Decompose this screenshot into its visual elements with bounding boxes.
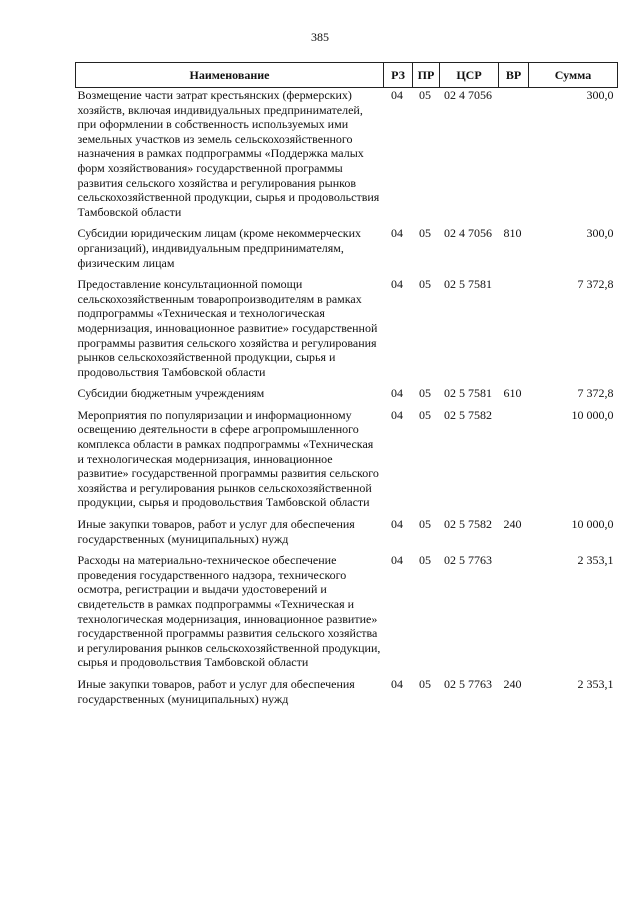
row-sum: 7 372,8 xyxy=(577,386,614,401)
header-pr: ПР xyxy=(413,63,440,88)
row-pr: 05 xyxy=(419,553,431,568)
table-row xyxy=(76,226,618,277)
row-sum: 2 353,1 xyxy=(577,553,614,568)
row-name: Мероприятия по популяризации и информационному освещению деятельности в сфере агропромышленного комплекса области в рамках подпрограммы «Техническая и технологическая модернизация, инновационное развитие» государственной программы развития сельского хозяйства и регулирования рынков сельскохозяйственной продукции, сырья и продовольствия Тамбовской области xyxy=(77,407,379,510)
row-pr: 05 xyxy=(419,88,431,102)
table-header-row xyxy=(76,63,618,88)
row-rz: 04 xyxy=(391,226,403,241)
row-rz: 04 xyxy=(391,553,403,568)
row-name: Иные закупки товаров, работ и услуг для обеспечения государственных (муниципальных) нужд xyxy=(77,676,355,706)
row-csr: 02 4 7056 xyxy=(444,88,492,102)
row-rz: 04 xyxy=(391,386,403,401)
row-rz: 04 xyxy=(391,407,403,422)
table-row xyxy=(76,553,618,677)
row-pr: 05 xyxy=(419,676,431,691)
row-vr xyxy=(499,408,529,517)
row-pr: 05 xyxy=(419,277,431,292)
table-row xyxy=(76,677,618,713)
row-name: Субсидии юридическим лицам (кроме некоммерческих организаций), индивидуальным предпринимателям, физическим лицам xyxy=(77,226,362,270)
row-rz: 04 xyxy=(391,517,403,532)
row-vr xyxy=(499,88,529,227)
row-vr: 240 xyxy=(503,676,522,691)
row-rz: 04 xyxy=(391,676,403,691)
table-row xyxy=(76,386,618,408)
table-row xyxy=(76,88,618,227)
header-sum: Сумма xyxy=(529,63,618,88)
row-pr: 05 xyxy=(419,386,431,401)
row-sum: 300,0 xyxy=(586,88,614,102)
row-vr: 610 xyxy=(503,386,522,401)
row-pr: 05 xyxy=(419,517,431,532)
row-name: Субсидии бюджетным учреждениям xyxy=(77,386,265,401)
row-csr: 02 5 7581 xyxy=(444,386,492,401)
row-vr xyxy=(499,277,529,386)
row-csr: 02 5 7763 xyxy=(444,676,492,691)
row-csr: 02 5 7582 xyxy=(444,407,492,422)
table-row xyxy=(76,408,618,517)
table-row xyxy=(76,277,618,386)
row-name: Расходы на материально-техническое обеспечение проведения государственного надзора, технического осмотра, регистрации и выдачи удостоверений и свидетельств в рамках подпрограммы «Техническая и технологическая модернизация, инновационное развитие» государственной программы развития сельского хозяйства и регулирования рынков сельскохозяйственной продукции, сырья и продовольствия Тамбовской области xyxy=(77,553,381,670)
header-csr: ЦСР xyxy=(440,63,499,88)
row-pr: 05 xyxy=(419,226,431,241)
row-sum: 2 353,1 xyxy=(577,676,614,691)
budget-table xyxy=(75,62,618,713)
row-rz: 04 xyxy=(391,277,403,292)
row-csr: 02 5 7582 xyxy=(444,517,492,532)
row-csr: 02 5 7581 xyxy=(444,277,492,292)
row-sum: 10 000,0 xyxy=(571,407,614,422)
row-sum: 300,0 xyxy=(586,226,614,241)
row-csr: 02 5 7763 xyxy=(444,553,492,568)
row-sum: 10 000,0 xyxy=(571,517,614,532)
row-name: Возмещение части затрат крестьянских (фермерских) хозяйств, включая индивидуальных предпринимателей, при оформлении в собственность используемых ими земельных участков из земель сельскохозяйственного назначения в рамках подпрограммы «Поддержка малых форм хозяйствования» государственной программы развития сельского хозяйства и регулирования рынков сельскохозяйственной продукции, сырья и продовольствия Тамбовской области xyxy=(77,88,380,219)
row-csr: 02 4 7056 xyxy=(444,226,492,241)
row-name: Предоставление консультационной помощи сельскохозяйственным товаропроизводителям в рамках подпрограммы «Техническая и технологическая модернизация, инновационное развитие» государственной программы развития сельского хозяйства и регулирования рынков сельскохозяйственной продукции, сырья и продовольствия Тамбовской области xyxy=(77,277,378,379)
row-rz: 04 xyxy=(391,88,403,102)
page-number: 385 xyxy=(311,30,329,44)
row-pr: 05 xyxy=(419,407,431,422)
row-vr: 240 xyxy=(503,517,522,532)
table-row xyxy=(76,517,618,553)
row-sum: 7 372,8 xyxy=(577,277,614,292)
row-vr xyxy=(499,553,529,677)
header-vr: ВР xyxy=(499,63,529,88)
row-name: Иные закупки товаров, работ и услуг для обеспечения государственных (муниципальных) нужд xyxy=(77,517,355,546)
row-vr: 810 xyxy=(503,226,522,241)
header-rz: РЗ xyxy=(384,63,413,88)
header-name: Наименование xyxy=(76,63,384,88)
